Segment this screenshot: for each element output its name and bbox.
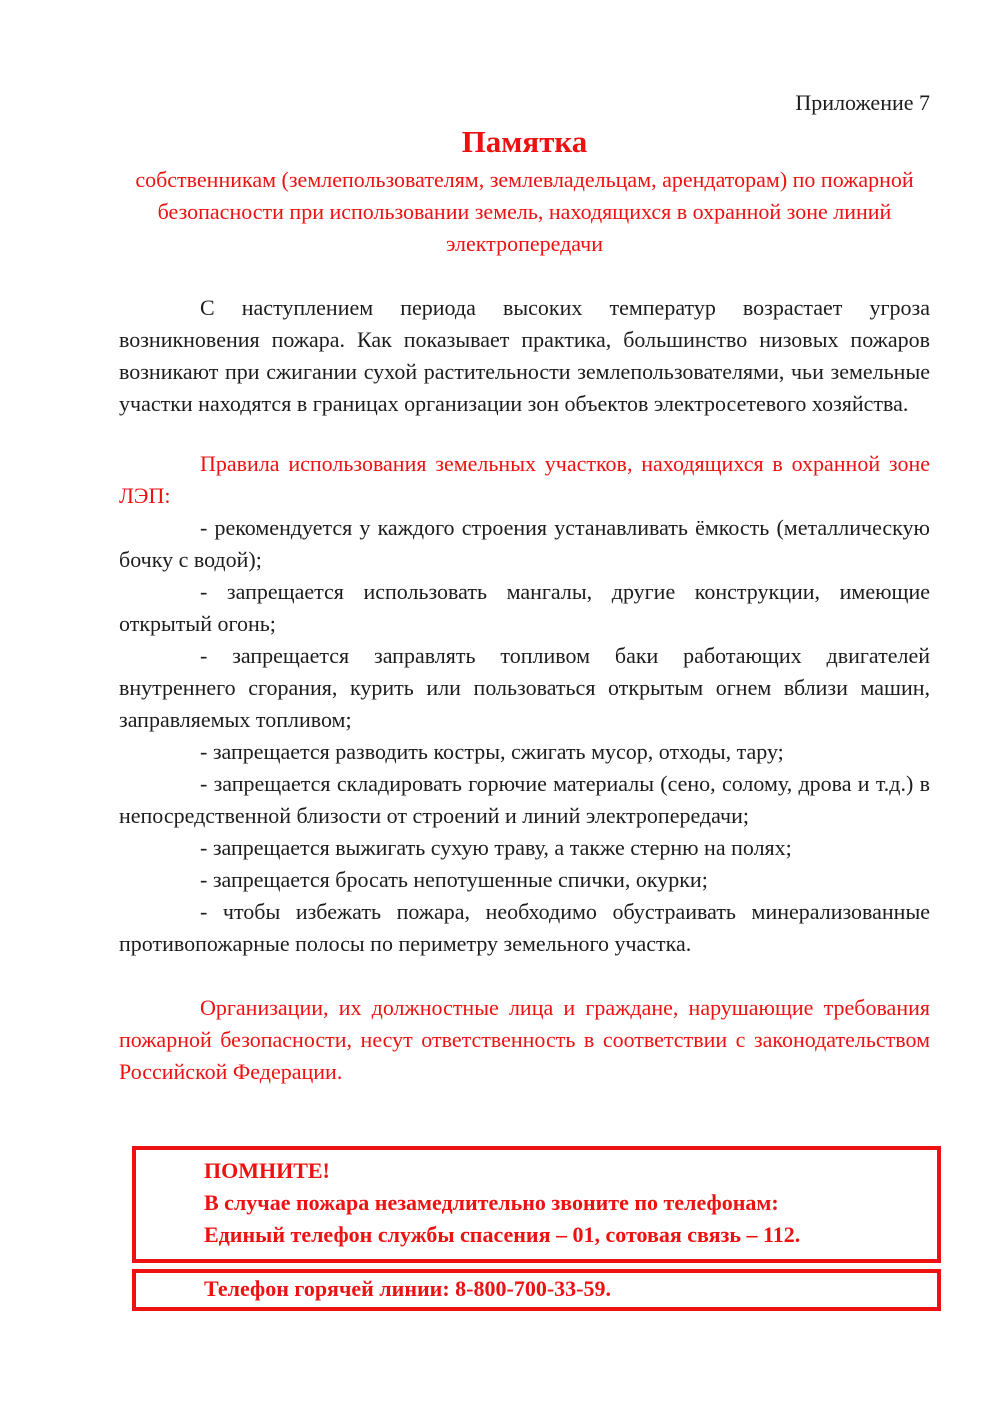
rule-item: - запрещается использовать мангалы, другие конструкции, имеющие открытый огонь; (119, 579, 930, 636)
emergency-instruction: В случае пожара незамедлительно звоните по телефонам: (204, 1190, 779, 1215)
rule-item: - чтобы избежать пожара, необходимо обустраивать минерализованные противопожарные полосы по периметру земельного участка. (119, 899, 930, 956)
hotline-box (132, 1269, 941, 1311)
remember-box (132, 1146, 941, 1263)
emergency-numbers: Единый телефон службы спасения – 01, сотовая связь – 112. (204, 1222, 801, 1247)
rule-item: - запрещается разводить костры, сжигать мусор, отходы, тару; (200, 739, 784, 764)
hotline-text: Телефон горячей линии: 8-800-700-33-59. (204, 1276, 611, 1301)
rules-list (119, 512, 930, 960)
remember-heading: ПОМНИТЕ! (204, 1158, 330, 1183)
intro-paragraph: С наступлением периода высоких температур возрастает угроза возникновения пожара. Как показывает практика, большинство низовых пожаров возникают при сжигании сухой растительности землепользователями, чьи земельные участки находятся в границах организации зон объектов электросетевого хозяйства. (119, 295, 930, 416)
rule-item: - запрещается заправлять топливом баки работающих двигателей внутреннего сгорания, курить или пользоваться открытым огнем вблизи машин, заправляемых топливом; (119, 643, 930, 732)
liability-paragraph: Организации, их должностные лица и граждане, нарушающие требования пожарной безопасности, несут ответственность в соответствии с законодательством Российской Федерации. (119, 995, 930, 1084)
rule-item: - рекомендуется у каждого строения устанавливать ёмкость (металлическую бочку с водой); (119, 515, 930, 572)
rules-heading: Правила использования земельных участков, находящихся в охранной зоне ЛЭП: (119, 451, 930, 508)
page-subtitle: собственникам (землепользователям, землевладельцам, арендаторам) по пожарной безопасности при использовании земель, находящихся в охранной зоне линий электропередачи (135, 167, 914, 256)
rule-item: - запрещается выжигать сухую траву, а также стерню на полях; (200, 835, 792, 860)
rule-item: - запрещается складировать горючие материалы (сено, солому, дрова и т.д.) в непосредственной близости от строений и линий электропередачи; (119, 771, 930, 828)
page-title: Памятка (461, 124, 588, 159)
rule-item: - запрещается бросать непотушенные спички, окурки; (200, 867, 708, 892)
appendix-label: Приложение 7 (795, 90, 930, 115)
